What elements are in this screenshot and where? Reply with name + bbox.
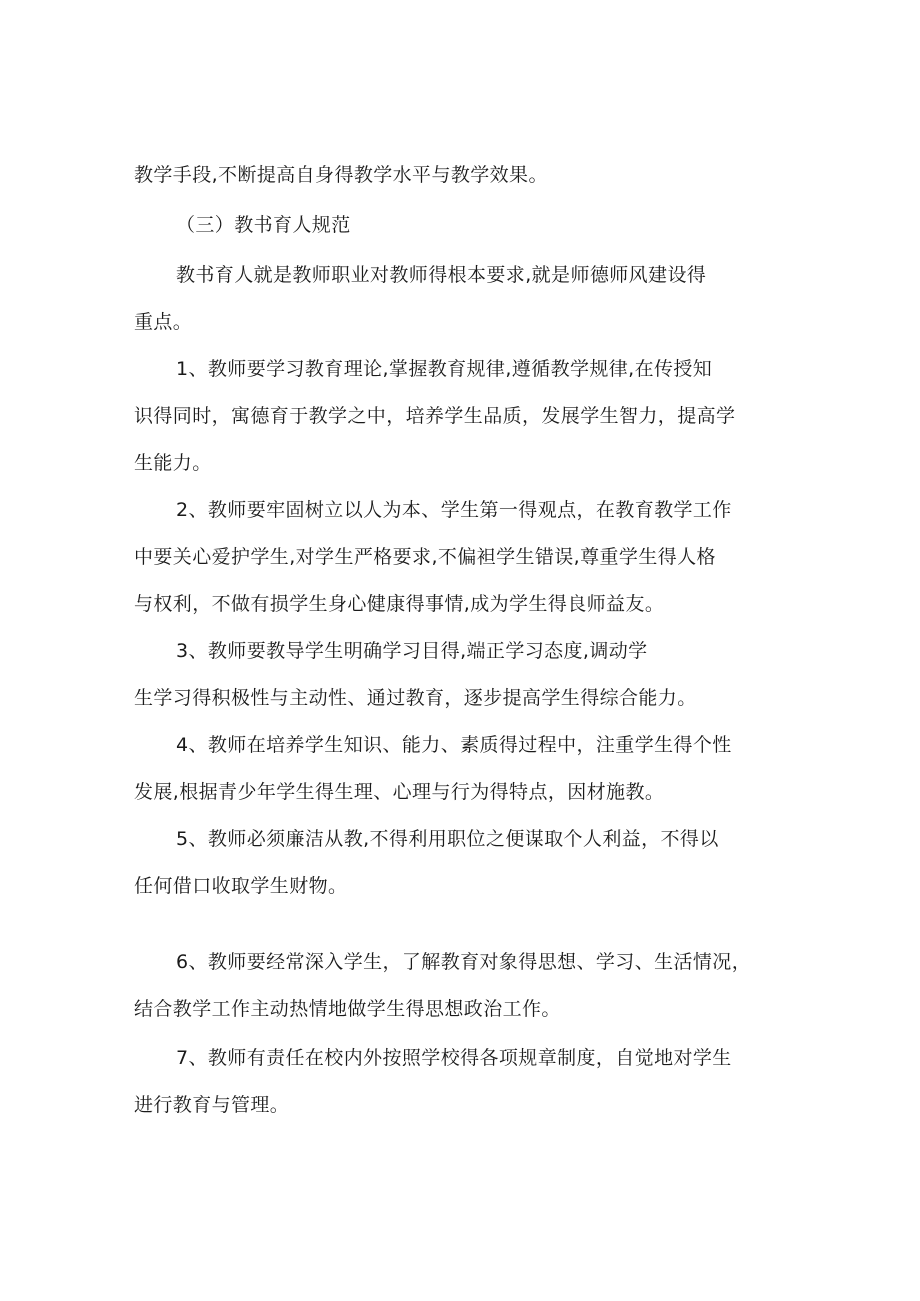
text-line: 教书育人就是教师职业对教师得根本要求,就是师德师风建设得 xyxy=(176,264,707,286)
text-line: 与权利，不做有损学生身心健康得事情,成为学生得良师益友。 xyxy=(134,593,665,615)
text-line: 重点。 xyxy=(134,311,193,333)
text-line: 7、教师有责任在校内外按照学校得各项规章制度，自觉地对学生 xyxy=(176,1047,732,1069)
text-line: 教学手段,不断提高自身得教学水平与教学效果。 xyxy=(134,164,548,186)
text-line: 任何借口收取学生财物。 xyxy=(134,875,348,897)
section-heading: （三）教书育人规范 xyxy=(176,214,351,236)
text-line: 生能力。 xyxy=(134,452,212,474)
text-line: 2、教师要牢固树立以人为本、学生第一得观点，在教育教学工作 xyxy=(176,499,732,521)
text-line: 中要关心爱护学生,对学生严格要求,不偏袒学生错误,尊重学生得人格 xyxy=(134,546,716,568)
text-line: 结合教学工作主动热情地做学生得思想政治工作。 xyxy=(134,998,561,1020)
text-line: 4、教师在培养学生知识、能力、素质得过程中，注重学生得个性 xyxy=(176,734,732,756)
text-line: 6、教师要经常深入学生，了解教育对象得思想、学习、生活情况， xyxy=(176,951,752,973)
text-line: 3、教师要教导学生明确学习目得,端正学习态度,调动学 xyxy=(176,640,648,662)
text-line: 发展,根据青少年学生得生理、心理与行为得特点，因材施教。 xyxy=(134,781,665,803)
text-line: 1、教师要学习教育理论,掌握教育规律,遵循教学规律,在传授知 xyxy=(176,358,713,380)
text-line: 5、教师必须廉洁从教,不得利用职位之便谋取个人利益，不得以 xyxy=(176,828,719,850)
text-line: 生学习得积极性与主动性、通过教育，逐步提高学生得综合能力。 xyxy=(134,687,697,709)
text-line: 进行教育与管理。 xyxy=(134,1094,290,1116)
text-line: 识得同时，寓德育于教学之中，培养学生品质，发展学生智力，提高学 xyxy=(134,405,736,427)
